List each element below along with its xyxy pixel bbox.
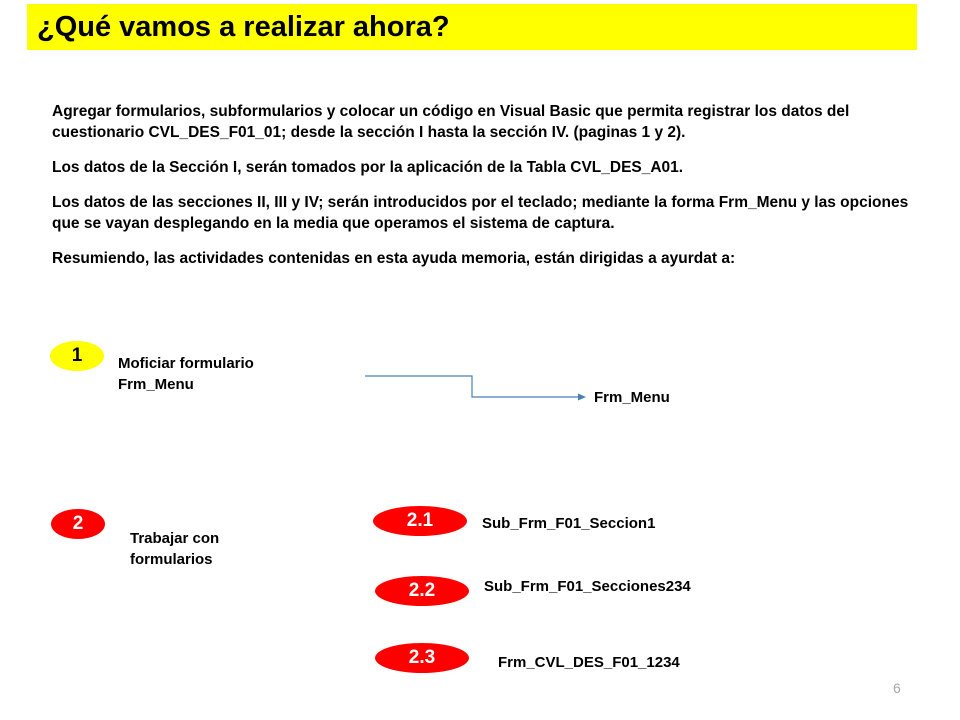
paragraph-intro: Agregar formularios, subformularios y colocar un código en Visual Basic que permita registrar los datos del cuestionario CVL_DES_F01_01; desde la sección I hasta la sección IV. (paginas 1 y 2). <box>52 103 850 141</box>
step-1-label-line2: Frm_Menu <box>118 376 194 393</box>
substep-2-3-target: Frm_CVL_DES_F01_1234 <box>498 654 680 671</box>
substep-2-1-badge: 2.1 <box>373 506 467 536</box>
substep-2-1-target: Sub_Frm_F01_Seccion1 <box>482 515 656 532</box>
step-1-label-line1: Moficiar formulario <box>118 355 254 372</box>
step-2-label-line2: formularios <box>130 551 213 568</box>
slide-title: ¿Qué vamos a realizar ahora? <box>37 11 450 43</box>
substep-2-2-target: Sub_Frm_F01_Secciones234 <box>484 578 691 595</box>
step-1-target: Frm_Menu <box>594 389 670 406</box>
paragraph-summary: Resumiendo, las actividades contenidas en esta ayuda memoria, están dirigidas a ayurdat a: <box>52 250 736 267</box>
step-1-badge: 1 <box>50 341 104 371</box>
substep-2-2-badge: 2.2 <box>375 576 469 606</box>
slide-number: 6 <box>893 680 901 696</box>
paragraph-section-one: Los datos de la Sección I, serán tomados por la aplicación de la Tabla CVL_DES_A01. <box>52 159 684 176</box>
step-2-label <box>130 528 219 570</box>
step-2-badge: 2 <box>51 509 105 539</box>
paragraph-sections-two-four: Los datos de las secciones II, III y IV; serán introducidos por el teclado; mediante la forma Frm_Menu y las opciones que se vayan desplegando en la media que operamos el sistema de captura. <box>52 194 909 232</box>
step-2-label-line1: Trabajar con <box>130 530 220 547</box>
substep-2-3-badge: 2.3 <box>375 643 469 673</box>
